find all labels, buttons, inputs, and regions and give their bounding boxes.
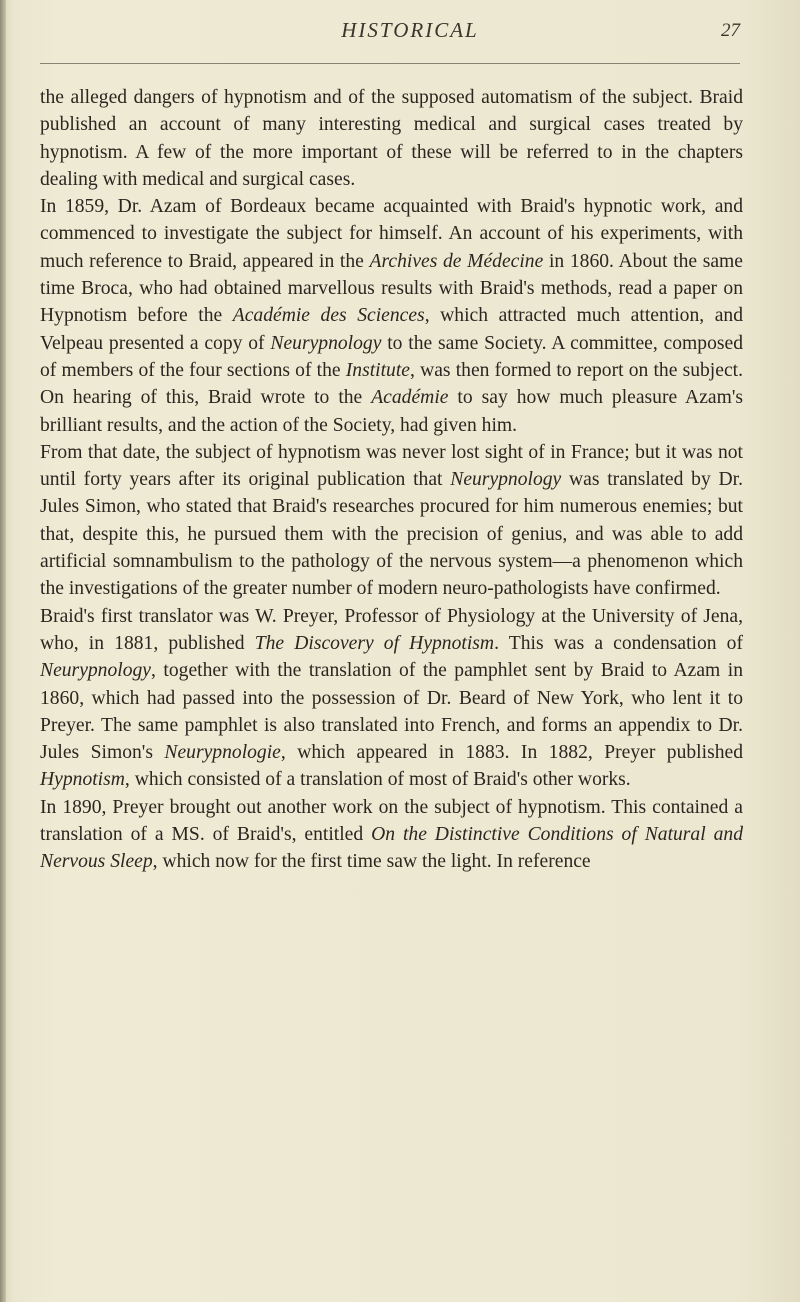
- text-run: . This was a condensation of: [494, 632, 744, 654]
- binding-edge: [0, 0, 6, 1302]
- text-run: was translated by Dr. Jules Simon, who stated that Braid's researches procured for him numerous enemies; but that, despite this, he pursued them with the precision of genius, and was able to add artificial somnambulism to the pathology of the nervous system—a phenomenon which the investigations of the greater number of modern neuro-pathologists have confirmed.: [40, 469, 743, 600]
- text-run: , which now for the first time saw the light. In reference: [152, 851, 591, 873]
- text-run: , together with the translation of the pamphlet sent by Braid to Azam in 1860, which had passed into the possession of Dr. Beard of New York, who lent it to Preyer. The same pamphlet is also translated into French, and forms an appendix to Dr. Jules Simon's: [40, 660, 743, 764]
- paragraph-3: [40, 439, 743, 603]
- paragraph-2: [40, 193, 743, 439]
- text-run: in 1860. About the same time Broca, who had obtained marvellous results with Braid's methods, read a paper on Hypnotism before the: [40, 250, 743, 327]
- page-header: [40, 14, 780, 62]
- italic-title: Académie des Sciences: [232, 305, 425, 327]
- paragraph-5: [40, 794, 743, 876]
- paragraph-4: [40, 603, 743, 794]
- italic-title: Neurypnology: [450, 469, 562, 491]
- italic-title: Académie: [371, 387, 449, 409]
- italic-title: Neurypnologie: [164, 742, 281, 764]
- paragraph-1: [40, 84, 743, 193]
- italic-title: Hypnotism: [40, 769, 125, 791]
- text-run: , which consisted of a translation of most of Braid's other works.: [124, 769, 631, 791]
- text-run: Braid's first translator was W. Preyer, Professor of Physiology at the University of Jena, who, in 1881, published: [40, 605, 743, 654]
- italic-title: On the Distinctive Conditions of Natural and Nervous Sleep: [40, 824, 743, 873]
- italic-title: Institute: [345, 359, 410, 381]
- text-run: From that date, the subject of hypnotism was never lost sight of in France; but it was not until forty years after its original publication that: [40, 441, 743, 491]
- italic-title: Archives de Médecine: [369, 250, 544, 272]
- italic-title: Neurypnology: [270, 332, 382, 354]
- text-run: to the same Society. A committee, composed of members of the four sections of the: [40, 332, 744, 381]
- text-run: , which attracted much attention, and Velpeau presented a copy of: [40, 305, 743, 354]
- page-number: 27: [721, 20, 740, 41]
- text-run: to say how much pleasure Azam's brilliant results, and the action of the Society, had given him.: [40, 387, 743, 436]
- text-run: , which appeared in 1883. In 1882, Preyer published: [280, 742, 743, 764]
- header-rule: [40, 63, 740, 64]
- paragraph-1-text: the alleged dangers of hypnotism and of the supposed automatism of the subject. Braid published an account of many interesting medical and surgical cases treated by hypnotism. A few of the more important of these will be referred to in the chapters dealing with medical and surgical cases.: [40, 87, 743, 190]
- text-run: , was then formed to report on the subject. On hearing of this, Braid wrote to the: [40, 359, 743, 409]
- text-run: In 1890, Preyer brought out another work on the subject of hypnotism. This contained a translation of a MS. of Braid's, entitled: [40, 796, 743, 846]
- italic-title: The Discovery of Hypnotism: [254, 632, 495, 654]
- italic-title: Neurypnology: [40, 660, 152, 682]
- running-head: HISTORICAL: [341, 18, 479, 42]
- body-text: [40, 84, 743, 876]
- text-run: In 1859, Dr. Azam of Bordeaux became acquainted with Braid's hypnotic work, and commenced to investigate the subject for himself. An account of his experiments, with much reference to Braid, appeared in the: [40, 196, 743, 272]
